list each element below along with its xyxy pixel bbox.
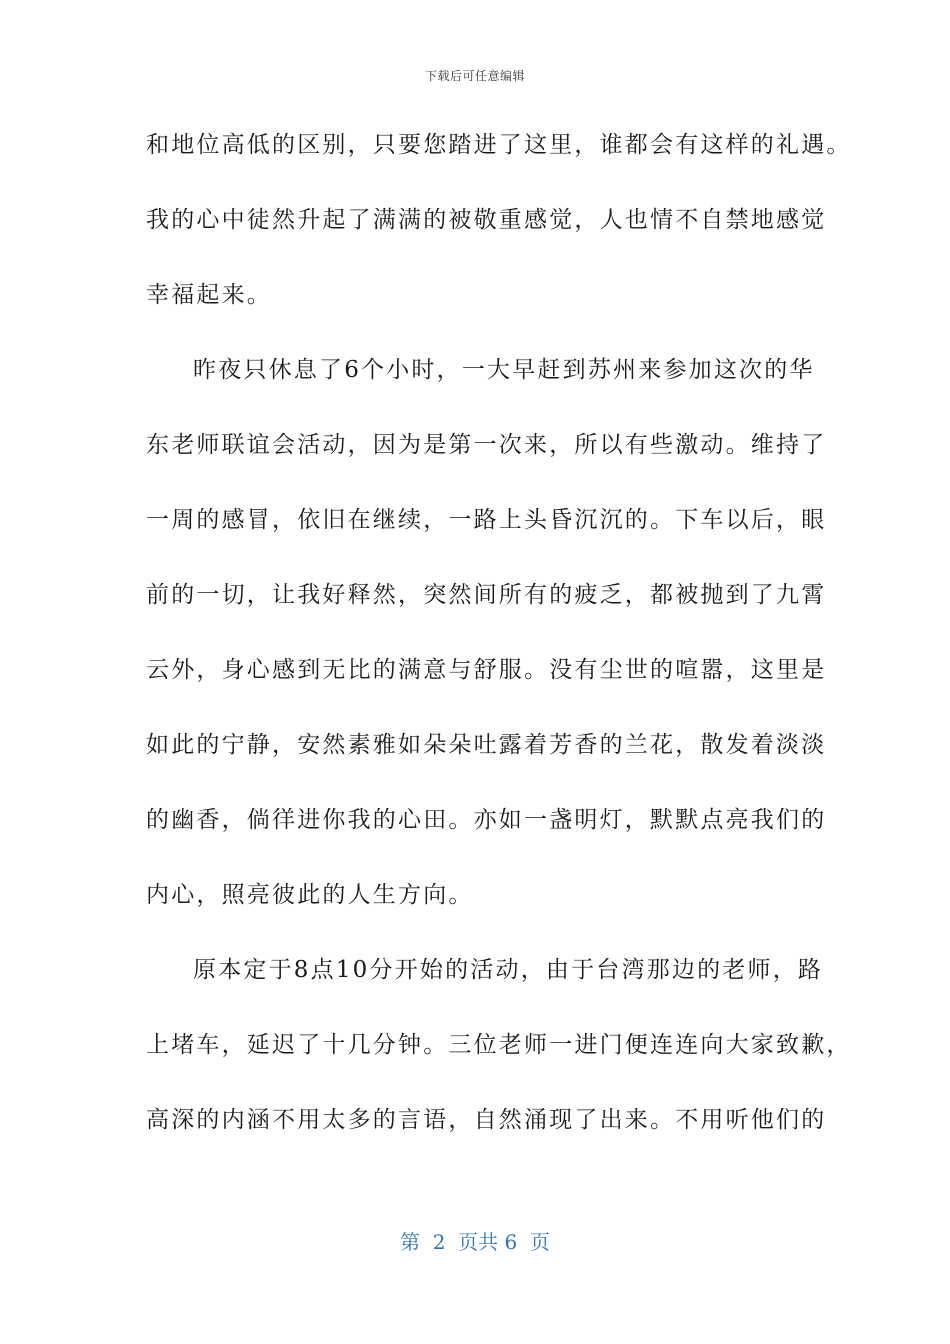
paragraph-first-line: 昨夜只休息了6个小时，一大早赶到苏州来参加这次的华	[193, 357, 815, 383]
text-line: 如此的宁静，安然素雅如朵朵吐露着芳香的兰花，散发着淡淡	[146, 732, 827, 758]
page-number-footer: 第 2 页共 6 页	[400, 1230, 550, 1254]
text-line: 内心，照亮彼此的人生方向。	[146, 882, 474, 908]
text-line: 一周的感冒，依旧在继续，一路上头昏沉沉的。下车以后，眼	[146, 507, 827, 533]
text-line: 东老师联谊会活动，因为是第一次来，所以有些激动。维持了	[146, 432, 827, 458]
text-line: 高深的内涵不用太多的言语，自然涌现了出来。不用听他们的	[146, 1107, 827, 1133]
text-line: 的幽香，倘徉进你我的心田。亦如一盏明灯，默默点亮我们的	[146, 807, 827, 833]
text-line: 我的心中徒然升起了满满的被敬重感觉，人也情不自禁地感觉	[146, 207, 827, 233]
text-line: 幸福起来。	[146, 282, 272, 308]
text-line: 云外，身心感到无比的满意与舒服。没有尘世的喧嚣，这里是	[146, 657, 827, 683]
text-line: 前的一切，让我好释然，突然间所有的疲乏，都被抛到了九霄	[146, 582, 827, 608]
document-body	[146, 127, 852, 1177]
paragraph-first-line: 原本定于8点10分开始的活动，由于台湾那边的老师，路	[193, 957, 824, 983]
header-note: 下载后可任意编辑	[424, 69, 525, 83]
text-line: 和地位高低的区别，只要您踏进了这里，谁都会有这样的礼遇。	[146, 132, 852, 158]
text-line: 上堵车，延迟了十几分钟。三位老师一进门便连连向大家致歉，	[146, 1032, 852, 1058]
